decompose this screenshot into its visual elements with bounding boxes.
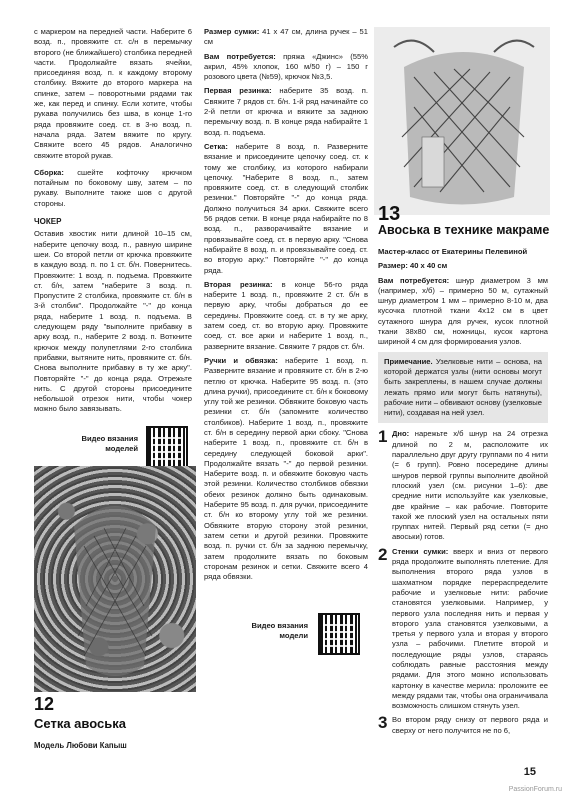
choker-paragraph: Оставив хвостик нити длиной 10–15 см, наберите цепочку возд. п., равную ширине шеи. Со второй петли от крючка провяжите в каждую возд. п. по 1 ст. б/н. Повернитесь. Провяжите: 1 возд. п. подъема. Провяжите ст. б/н, затем "наберите 3 возд. п. Пропустите 2 столбика, провяжите ст. б/н в 3-й столбик". Продолжайте "-" до конца ряда, наберите 1 возд. п. подъема. В следующем ряду "выполните прибавку в арку возд. п., наберите 2 возд. п. Воткните крючок между полупетлями 2-го столбика прибавки, вытяните нить, провяжите ст. б/н. Снова выполните прибавку в ту же арку". Повторяйте "-" до конца ряда. Отрежьте нить. С другой стороны присоедините небольшой отрезок нити, чтобы чокер можно было завязывать.	[34, 229, 192, 414]
watermark: PassionForum.ru	[508, 786, 562, 793]
materials-13-label: Вам потребуется:	[378, 275, 450, 285]
materials-13-paragraph	[378, 276, 548, 348]
second-band-text: в конце 56-го ряда наберите 1 возд. п., провяжите 2 ст. б/н в первую арку, чтобы добраться до ее середины. Провяжите соед. ст. в ту же арку, затем соед. ст. во вторую арку. Провяжите соед. ст. все арки и наберите 1 возд. п., разверните вязание. Свяжите 7 рядов ст. б/н.	[204, 279, 368, 351]
qr-code-1[interactable]	[146, 426, 188, 468]
video-label-2: Видео вязания модели	[251, 621, 308, 640]
step-1	[378, 429, 548, 542]
step-2-text: вверх и вниз от первого ряда продолжите выполнять плетение. Для выполнения второго ряда узлов в шахматном порядке перераспределите рабочие и узелковые нити: рабочие становятся узелковыми. Например, у первого узла последняя нить и первая у второго узла становятся узелковыми, а третья у первого узла и вторая у второго узла – рабочими. Плетите второй и последующие ряды узлов, стараясь соблюдать равные расстояния между рядами. Для этого можно использовать картонку в качестве мерила: проложите ее между рядами так, чтобы она ограничивала возможность слишком стянуть узел.	[392, 546, 548, 711]
macrame-bag-illustration	[374, 27, 550, 215]
materials-text: пряжа «Джинс» (55% акрил, 45% хлопок, 160 м/50 г) – 150 г розового цвета (№59), крючок №3,5.	[204, 51, 369, 82]
step-3-text: Во втором ряду снизу от первого ряда и сверху от него получится не по 6,	[392, 715, 548, 735]
net-label: Сетка:	[204, 141, 228, 151]
video-label-1: Видео вязания моделей	[81, 434, 138, 453]
step-2-label: Стенки сумки:	[392, 546, 449, 556]
handles-paragraph	[204, 356, 368, 583]
size-13-paragraph	[378, 261, 548, 271]
first-band-label: Первая резинка:	[204, 86, 272, 96]
column-1	[34, 27, 192, 415]
second-band-label: Вторая резинка:	[204, 279, 273, 289]
page-number: 15	[523, 766, 536, 778]
model-number-12: 12	[34, 694, 55, 714]
model-title-12: Сетка авоська	[34, 716, 126, 731]
materials-paragraph	[204, 52, 368, 83]
step-3	[378, 715, 548, 736]
qr-code-2[interactable]	[318, 613, 360, 655]
column-3	[378, 247, 548, 736]
size-label: Размер сумки:	[204, 27, 260, 36]
first-band-text: наберите 35 возд. п. Свяжите 7 рядов ст. б/н. 1-й ряд начинайте со 2-й петли от крючка и вяжите за заднюю перемычку возд. п. В конце ряда набирайте 1 возд. п. подъема.	[204, 86, 368, 137]
first-band-paragraph	[204, 86, 368, 137]
note-text: Узелковые нити – основа, на которой держатся узлы (нити основы могут быть закреплены, в нашем случае должны лежать прямо или могут быть натянуты), рабочие нити – обвивают основу (узелковые нити), создавая на ней узел.	[384, 356, 542, 418]
step-3-number: 3	[378, 713, 388, 733]
step-1-text: нарежьте х/б шнур на 24 отрезка длиной по 2 м, расположите их параллельно друг другу группами по 4 нити (= 6 групп). Ровно посередине длины шнуров первой группы выполните двойной плоский узел (см. рисунки 1–6): две средние нити используйте как узелковые, две крайние – как рабочие. Повторите такой же плоский узел на остальных пяти группах нитей. Первый ряд сетки (= дно авоськи) готов.	[392, 429, 548, 542]
size-13-text: 40 x 40 см	[407, 261, 448, 271]
note-box	[378, 352, 548, 424]
model-title-13: Авоська в технике макраме	[378, 223, 550, 237]
net-text: наберите 8 возд. п. Разверните вязание и присоедините цепочку соед. ст. к тому же столбику, из которого набирали цепочку. "Наберите 8 возд. п., затем провяжите соед. ст. в следующий столбик резинки." Повторяйте "-" до конца ряда. Должно получиться 34 арки. Свяжите всего 56 рядов сетки. В конце ряда набирайте по 8 возд. п., разворачивайте вязание и провязывайте соед. ст. в первую арку. "Снова набирайте 8 возд. п. и провязывайте соед. ст. во вторую арку." Повторяйте "-" до конца ряда.	[204, 141, 368, 275]
column-2	[204, 27, 368, 582]
size-paragraph	[204, 27, 368, 48]
choker-heading: ЧОКЕР	[34, 217, 62, 227]
size-text: 41 x 47 см, длина ручек – 51 см	[204, 27, 369, 47]
photo-macrame-bag	[374, 27, 550, 215]
step-2-number: 2	[378, 544, 388, 564]
materials-label: Вам потребуется:	[204, 51, 276, 61]
model-author-12: Модель Любови Капыш	[34, 741, 127, 750]
handles-label: Ручки и обвязка:	[204, 355, 278, 365]
step-1-label: Дно:	[392, 429, 410, 439]
paragraph: с маркером на передней части. Наберите 6 возд. п., провяжите ст. с/н в перемычку второго (не ближайшего) столбика передней части. Продолжайте вязать ячейки, присоединяя возд. п. к каждому второму столбику. Вяжите до второго маркера на спинке, затем – поворотными рядами так же, как перед и спинку. Если хотите, чтобы рукава получились без шва, в конце 1-го ряда провяжите соед. ст. в 3-ю возд. п. начала ряда. Затем вяжите по кругу. Свяжите всего 45 рядов. Аналогично свяжите второй рукав.	[34, 27, 192, 160]
assembly-text: сшейте кофточку крючком потайным по боковому шву, затем – по рукаву. Выполните также шов с другой стороны.	[34, 167, 192, 208]
step-1-number: 1	[378, 427, 388, 447]
size-13-label: Размер:	[378, 261, 408, 271]
assembly-paragraph	[34, 168, 192, 209]
note-label: Примечание.	[384, 356, 433, 366]
net-paragraph	[204, 142, 368, 276]
model-number-13: 13	[378, 203, 401, 225]
handles-text: наберите 1 возд. п. Разверните вязание и провяжите ст. б/н в 2-ю петлю от крючка. Наберите 95 возд. п. (это длина ручки), присоедините ст. б/н к боковому углу той же резинки. Обвяжите боковую часть резинки ст. б/н (запомните количество столбиков). Наберите 1 возд. п., провяжите ст. б/н в середину первой арки сбоку. "Снова наберите 1 возд. п., провяжите ст. б/н в середину следующей боковой арки". Продолжайте вязать "-" до первой резинки. Наберите возд. п. и обвяжите боковую часть этой резинки. Количество столбиков обвязки обеих резинок должно быть одинаковым. Наберите 95 возд. п. для ручки, присоедините ст. б/н ко второму углу той же резинки. Обвяжите вторую сторону этой резинки, затем сетки и другой резинки. Провяжите возд. п. ручки ст. б/н за заднюю перемычку, затем продолжите вязать по боковым сторонам резинок и сетки. Свяжите всего 4 ряда обвязки.	[204, 355, 368, 582]
master-class: Мастер-класс от Екатерины Пелевиной	[378, 247, 528, 256]
assembly-label: Сборка:	[34, 167, 64, 177]
photo-net-bag	[34, 466, 196, 692]
net-bag-illustration	[34, 466, 196, 692]
step-2	[378, 544, 548, 712]
materials-13-text: шнур диаметром 3 мм (например, х/б) – примерно 50 м, сутажный шнур диаметром 1 мм – примерно 8-10 м, два кусочка плотной ткани 4х12 см в цвет сутажного шнура для ручек, кусок плотной ткани 38х80 см, ножницы, кусок картона шириной 4 см для формирования узлов.	[378, 275, 549, 347]
second-band-paragraph	[204, 280, 368, 352]
